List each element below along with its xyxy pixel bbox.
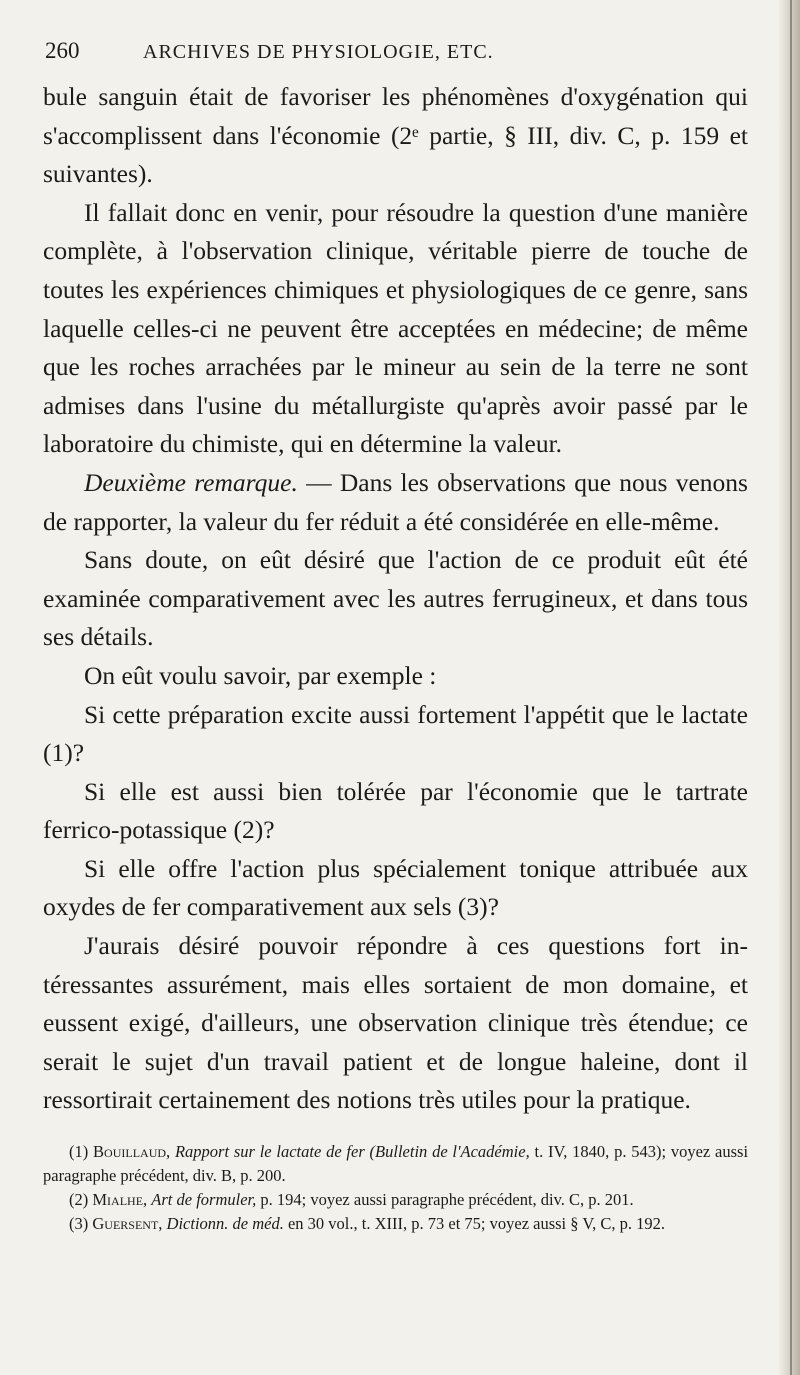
footnote-mark: (3) [69, 1214, 89, 1234]
footnote-3: (3) Guersent, Dictionn. de méd. en 30 vol., t. XIII, p. 73 et 75; voyez aussi § V, C, p. 192. [69, 1214, 666, 1234]
footnote-author: Mialhe [92, 1190, 144, 1210]
footnote-rest: p. 194; voyez aussi paragraphe précédent, div. C, p. 201. [256, 1190, 634, 1210]
footnote-title: Art de formuler, [151, 1190, 257, 1210]
footnote-author: Bouillaud [93, 1142, 167, 1162]
paragraph-5: On eût voulu savoir, par exemple : [84, 660, 437, 690]
paragraph-8: Si elle offre l'action plus spécialement tonique attribuée aux oxydes de fer comparativement aux sels (3)? [43, 853, 748, 922]
remark-text: — Dans les observations que nous venons de rapporter, la valeur du fer réduit a été considérée en elle-même. [43, 467, 748, 536]
document-page [40, 38, 748, 1236]
footnotes [43, 1140, 748, 1236]
paragraph-2: Il fallait donc en venir, pour résoudre la question d'une manière complète, à l'observation clinique, véritable pierre de touche de toutes les expériences chimiques et physiologiques de ce genre, sans laquelle celles-ci ne peuvent être acceptées en médecine; de même que les roches arrachées par le mineur au sein de la terre ne sont admises dans l'usine du métallurgiste qu'après avoir passé par le laboratoire du chimiste, qui en détermine la valeur. [43, 197, 748, 459]
footnote-author: Guersent [92, 1214, 159, 1234]
paragraph-9: J'aurais désiré pouvoir répondre à ces questions fort intéressantes assurément, mais elles sortaient de mon domaine, et eussent exigé, d'ailleurs, une observation clinique très étendue; ce serait le sujet d'un travail patient et de longue haleine, dont il ressortirait certainement des notions très utiles pour la pratique. [43, 931, 748, 1115]
footnote-rest: en 30 vol., t. XIII, p. 73 et 75; voyez aussi § V, C, p. 192. [283, 1214, 666, 1234]
paragraph-3 [43, 464, 748, 541]
body-text [43, 78, 748, 1120]
footnote-title: Dictionn. de méd. [166, 1214, 284, 1234]
page-binding-line [790, 0, 792, 1375]
page-number: 260 [45, 38, 80, 63]
paragraph-6: Si cette préparation excite aussi fortement l'appétit que le lactate (1)? [43, 699, 748, 768]
footnote-1: (1) Bouillaud, Rapport sur le lactate de fer (Bulletin de l'Académie, t. IV, 1840, p. 543); voyez aussi paragraphe précédent, div. B, p. 200. [43, 1142, 749, 1186]
running-title: ARCHIVES DE PHYSIOLOGIE, ETC. [143, 41, 494, 63]
page-header [45, 38, 748, 78]
paragraph-4: Sans doute, on eût désiré que l'action de ce produit eût été examinée comparativement avec les autres ferrugineux, et dans tous ses détails. [43, 545, 748, 652]
footnote-mark: (1) [69, 1142, 89, 1162]
page-binding-edge [778, 0, 800, 1375]
paragraph-7: Si elle est aussi bien tolérée par l'économie que le tartrate ferrico-potassique (2)? [43, 776, 748, 845]
footnote-mark: (2) [69, 1190, 89, 1210]
footnote-rest: t. IV, 1840, p. 543); voyez aussi paragraphe précédent, div. B, p. 200. [43, 1142, 749, 1186]
remark-title: Deuxième remarque. [84, 467, 298, 497]
paragraph-1: bule sanguin était de favoriser les phénomènes d'oxygénation qui s'accomplissent dans l'économie (2ᵉ partie, § III, div. C, p. 159 et suivantes). [43, 82, 748, 189]
footnote-2: (2) Mialhe, Art de formuler, p. 194; voyez aussi paragraphe précédent, div. C, p. 201. [69, 1190, 634, 1210]
footnote-title: Rapport sur le lactate de fer (Bulletin de l'Académie, [174, 1142, 530, 1162]
